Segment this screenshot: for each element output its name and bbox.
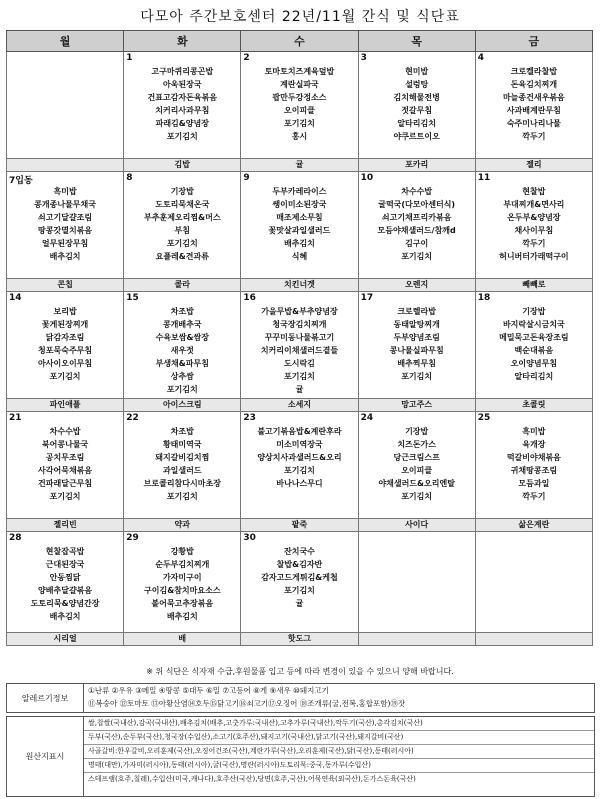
week-row — [7, 412, 593, 532]
menu-item: 아욱된장국 — [162, 80, 202, 89]
snack-item — [359, 632, 475, 645]
snack-item: 사이다 — [359, 518, 475, 531]
day-menu — [359, 172, 475, 278]
snack-item: 빼빼로 — [476, 278, 592, 291]
menu-item: 크로렐라밥 — [397, 307, 436, 316]
menu-items — [241, 532, 357, 610]
menu-item: 청국장김치찌개 — [272, 320, 327, 329]
menu-item: 양상치사과샐러드&오리 — [257, 453, 342, 462]
menu-item: 양배추달걀볶음 — [38, 586, 93, 595]
menu-items — [359, 292, 475, 383]
menu-item: 강황밥 — [170, 547, 194, 556]
menu-item: 포기김치 — [284, 119, 315, 128]
day-date: 18 — [477, 293, 491, 303]
menu-item: 육개장 — [522, 440, 546, 449]
day-menu — [359, 292, 475, 398]
menu-item: 동태알탕찌개 — [393, 320, 440, 329]
day-menu — [7, 52, 123, 158]
day-menu — [359, 532, 475, 632]
menu-item: 볼어묵고추장볶음 — [151, 599, 214, 608]
menu-item: 알타리김치 — [514, 372, 554, 381]
menu-item: 상추쌈 — [170, 372, 194, 381]
menu-item: 콩나물실파무침 — [389, 346, 444, 355]
menu-item: 불고기볶음밥&계란후라 — [257, 427, 342, 436]
menu-item: 청포묵숙주무침 — [38, 346, 93, 355]
menu-item: 바나나스무디 — [276, 479, 323, 488]
menu-items — [359, 52, 475, 143]
snack-item: 오렌지 — [359, 278, 475, 291]
menu-item: 부침 — [174, 226, 191, 235]
menu-item: 사과배계란무침 — [506, 106, 561, 115]
menu-item: 굴떡국(다모아센터식) — [378, 200, 456, 209]
day-date: 21 — [9, 413, 22, 423]
menu-item: 김구이 — [405, 239, 429, 248]
week-row — [7, 532, 593, 646]
origin-line: 쌀,찹쌀(국내산),감곡(국내산),배추김치(배추,고춧가루:국내산),고추가루(국내산),깍두기(국산),총각김치(국산) — [84, 717, 594, 731]
menu-item: 도토리묵채온국 — [155, 200, 210, 209]
day-date: 29 — [126, 533, 139, 543]
menu-item: 얼무된장무침 — [41, 239, 89, 248]
menu-item: 치커리사과무침 — [155, 106, 210, 115]
day-cell — [475, 172, 592, 292]
snack-item: 콘칩 — [7, 278, 123, 291]
day-menu — [476, 172, 592, 278]
menu-items — [124, 412, 240, 503]
menu-table — [6, 30, 593, 646]
day-date: 11 — [477, 173, 491, 183]
menu-item: 야쿠르트이오 — [393, 132, 440, 141]
day-menu — [7, 412, 123, 518]
day-cell — [241, 412, 358, 532]
menu-item: 수육보쌈&쌈장 — [155, 333, 209, 342]
week-row — [7, 292, 593, 412]
menu-item: 찰밥&김자반 — [276, 560, 323, 569]
menu-item: 파래김&양념장 — [155, 119, 209, 128]
weekday-header: 월 — [7, 31, 124, 52]
day-menu — [359, 412, 475, 518]
menu-item: 근대된장국 — [45, 560, 85, 569]
menu-item: 북어콩나물국 — [41, 440, 89, 449]
menu-item: 식혜 — [291, 252, 308, 261]
origin-label: 원산지표시 — [7, 717, 84, 796]
day-cell — [475, 52, 592, 172]
day-date: 9 — [243, 173, 250, 183]
day-date: 16 — [243, 293, 256, 303]
day-cell — [241, 532, 358, 646]
day-date: 4 — [477, 53, 485, 63]
menu-item: 콩개종나물무채국 — [34, 200, 96, 209]
menu-item: 포기김치 — [401, 492, 433, 501]
menu-item: 요플레&견과류 — [155, 252, 209, 261]
menu-item: 포기김치 — [284, 372, 315, 381]
menu-item: 포기김치 — [284, 586, 315, 595]
menu-item: 쇠고기달걀조림 — [38, 213, 93, 222]
snack-item: 아이스크림 — [124, 398, 240, 411]
allergy-lines — [84, 684, 594, 712]
menu-item: 순두부김치찌개 — [155, 560, 210, 569]
menu-item: 차조밥 — [170, 427, 194, 436]
menu-item: 닭감자조림 — [45, 333, 85, 342]
allergy-info-box — [6, 683, 595, 713]
day-menu — [124, 532, 240, 632]
menu-item: 젓갈무침 — [401, 106, 433, 115]
origin-lines — [84, 717, 594, 796]
origin-line: 사골갈비:한우갈비,오리훈제(국산),오징어건조(국산),계란가루(국산),오리훈제(국산),닭(국산),동태(러시아) — [84, 745, 594, 759]
menu-item: 모듬야채샐러드/참깨d — [377, 226, 456, 235]
day-date: 17 — [360, 293, 374, 303]
day-date: 15 — [126, 293, 139, 303]
menu-item: 아사이오이무침 — [38, 359, 93, 368]
day-menu — [241, 292, 357, 398]
snack-item: 삶은계란 — [476, 518, 592, 531]
day-menu — [7, 292, 123, 398]
menu-item: 황태미역국 — [162, 440, 202, 449]
menu-item: 오이양념무침 — [510, 359, 558, 368]
day-menu — [124, 52, 240, 158]
snack-item: 젤리빈 — [7, 518, 123, 531]
snack-item — [476, 632, 592, 645]
allergy-line: ①난류 ②우유 ③메밀 ④땅콩 ⑤대두 ⑥밀 ⑦고등어 ⑧게 ⑨새우 ⑩돼지고기 — [88, 686, 329, 695]
day-cell — [124, 412, 241, 532]
menu-item: 꽃게된장찌개 — [41, 320, 89, 329]
menu-items — [124, 292, 240, 396]
menu-item: 감자고드게튀김&케첩 — [261, 573, 338, 582]
day-cell — [241, 52, 358, 172]
day-cell — [475, 292, 592, 412]
menu-items — [476, 532, 592, 545]
menu-item: 메밀묵고돈육장조림 — [499, 333, 569, 342]
menu-item: 가을무밥&부추양념장 — [261, 307, 338, 316]
menu-item: 토마토치즈계육덮밥 — [264, 67, 335, 76]
menu-item: 현찰잡곡밥 — [45, 547, 85, 556]
menu-item: 미소미역장국 — [276, 440, 323, 449]
snack-item: 약과 — [124, 518, 240, 531]
menu-item: 채사이무침 — [514, 226, 554, 235]
day-date: 30 — [243, 533, 256, 543]
menu-item: 보리밥 — [53, 307, 77, 316]
menu-item: 허니버터가래떡구이 — [499, 252, 569, 261]
day-cell — [7, 172, 124, 292]
menu-item: 포기김치 — [284, 466, 315, 475]
menu-item: 기장밥 — [405, 427, 429, 436]
menu-item: 야채샐러드&오리엔탈 — [378, 479, 455, 488]
menu-item: 깍두기 — [522, 132, 546, 141]
menu-item: 건파래달근무침 — [38, 479, 93, 488]
menu-items — [476, 292, 592, 383]
menu-item: 공치무조림 — [45, 453, 85, 462]
menu-items — [476, 172, 592, 263]
menu-item: 쌩이미소된장국 — [272, 200, 327, 209]
day-menu — [124, 172, 240, 278]
menu-item: 치즈돈가스 — [397, 440, 436, 449]
menu-item: 브로콜리참다시마초장 — [143, 479, 221, 488]
day-cell — [358, 52, 475, 172]
menu-item: 포기김치 — [166, 132, 198, 141]
menu-item: 흑미밥 — [53, 187, 77, 196]
menu-item: 돼지갈비김치찜 — [155, 453, 210, 462]
allergy-line: ⑪복숭아 ⑫토마토 ⑬아황산염⑭호두⑮닭고기⑯쇠고기⑰오징어 ⑱조개류(굴,전복,홍합포함)⑲잣 — [88, 699, 406, 708]
day-cell — [124, 52, 241, 172]
menu-item: 알타리김치 — [397, 119, 436, 128]
menu-item: 포기김치 — [401, 252, 433, 261]
snack-item: 초콜릿 — [476, 398, 592, 411]
menu-item: 포기김치 — [49, 492, 81, 501]
snack-item: 귤 — [241, 158, 357, 171]
page-title: 다모아 주간보호센터 22년/11월 간식 및 식단표 — [140, 9, 460, 25]
day-cell — [241, 172, 358, 292]
day-menu — [476, 52, 592, 158]
day-menu — [124, 292, 240, 398]
week-row — [7, 52, 593, 172]
day-menu — [241, 412, 357, 518]
menu-item: 배추김치 — [49, 252, 81, 261]
menu-item: 구이김&참치마요소스 — [144, 586, 221, 595]
menu-item: 꾸꾸미동나물볶고기 — [264, 333, 335, 342]
menu-item: 가자미구이 — [162, 573, 202, 582]
day-date: 22 — [126, 413, 139, 423]
day-menu — [124, 412, 240, 518]
day-menu — [359, 52, 475, 158]
menu-items — [7, 412, 123, 503]
day-cell — [7, 412, 124, 532]
menu-item: 고구마퀴리콩곤밥 — [151, 67, 214, 76]
menu-item: 포기김치 — [166, 239, 198, 248]
menu-item: 오이피클 — [401, 466, 433, 475]
menu-item: 잔치국수 — [284, 547, 315, 556]
menu-items — [476, 412, 592, 503]
menu-item: 바지락살시금치국 — [502, 320, 565, 329]
snack-item: 파인애플 — [7, 398, 123, 411]
menu-items — [476, 52, 592, 143]
menu-items — [241, 52, 357, 143]
menu-items — [241, 292, 357, 396]
origin-line: 스테프램(호주,칠레),수입산(미국,캐나다),호주산(국산),당면(호주,국산),어묵연육(외국산),돈가스돈육(국산) — [88, 775, 416, 783]
weekday-header: 수 — [241, 31, 358, 52]
day-menu — [7, 172, 123, 278]
day-menu — [7, 532, 123, 632]
menu-items — [241, 412, 357, 490]
menu-item: 쇠고기채프리카볶음 — [381, 213, 452, 222]
snack-item: 소세지 — [241, 398, 357, 411]
weekday-header: 화 — [124, 31, 241, 52]
day-cell — [124, 532, 241, 646]
menu-item: 설렁탕 — [405, 80, 429, 89]
week-row — [7, 172, 593, 292]
snack-item: 망고주스 — [359, 398, 475, 411]
snack-item — [7, 158, 123, 171]
menu-items — [124, 52, 240, 143]
snack-item: 시리얼 — [7, 632, 123, 645]
day-menu — [241, 172, 357, 278]
menu-item: 현미밥 — [405, 67, 429, 76]
menu-item: 도토리묵&양념간장 — [30, 599, 100, 608]
snack-item: 젤리 — [476, 158, 592, 171]
menu-item: 포기김치 — [401, 372, 433, 381]
menu-item: 차수수밥 — [49, 427, 81, 436]
day-cell — [358, 532, 475, 646]
menu-items — [7, 532, 123, 623]
day-cell — [358, 412, 475, 532]
snack-item: 콜라 — [124, 278, 240, 291]
menu-item: 포기김치 — [166, 492, 198, 501]
origin-line: 두부(국산),순두부(국산),청국장(수입산),소고기(호주산),돼지고기(국내산),닭고기(국산),돼지갈비(국산) — [84, 731, 594, 745]
day-menu — [476, 412, 592, 518]
menu-item: 흑미밥 — [522, 427, 546, 436]
day-cell — [475, 412, 592, 532]
menu-item: 계란실파국 — [280, 80, 319, 89]
day-cell — [358, 292, 475, 412]
day-date: 7입동 — [9, 176, 33, 186]
menu-items — [359, 532, 475, 545]
snack-item: 포카리 — [359, 158, 475, 171]
menu-items — [359, 172, 475, 263]
menu-item: 건표고감자돈육볶음 — [147, 93, 218, 102]
day-menu — [476, 292, 592, 398]
menu-item: 새우젓 — [170, 346, 194, 355]
day-date: 2 — [243, 53, 250, 63]
menu-item: 배추찍무침 — [397, 359, 436, 368]
menu-item: 차수수밥 — [401, 187, 433, 196]
day-cell — [358, 172, 475, 292]
menu-item: 온두부&양념장 — [507, 213, 561, 222]
menu-item: 기장밥 — [522, 307, 546, 316]
day-menu — [241, 532, 357, 632]
menu-item: 부대찌개&면사리 — [503, 200, 565, 209]
day-date: 28 — [9, 533, 22, 543]
menu-item: 부추훈제오리찜&머스 — [144, 213, 221, 222]
day-date: 8 — [126, 173, 133, 183]
day-date: 3 — [360, 53, 367, 63]
menu-item: 떡갈비야채볶음 — [506, 453, 561, 462]
menu-item: 배추김치 — [49, 612, 81, 621]
day-cell — [7, 52, 124, 172]
origin-info-box — [6, 716, 595, 797]
menu-item: 돈육김치찌개 — [510, 80, 558, 89]
menu-item: 두부카레라이스 — [272, 187, 327, 196]
menu-item: 팝만두강정소스 — [272, 93, 327, 102]
menu-item: 콩개배추국 — [162, 320, 202, 329]
day-cell — [7, 532, 124, 646]
day-cell — [241, 292, 358, 412]
menu-item: 두부양념조림 — [393, 333, 440, 342]
menu-item: 과일샐러드 — [162, 466, 202, 475]
menu-item: 치커리이채샐러드곁들 — [260, 346, 339, 355]
menu-item: 마늘종건새우볶음 — [502, 93, 565, 102]
day-menu — [241, 52, 357, 158]
menu-item: 귀채땅콩조림 — [510, 466, 558, 475]
day-cell — [124, 292, 241, 412]
menu-item: 귤 — [295, 599, 304, 608]
menu-items — [124, 172, 240, 263]
day-date: 14 — [9, 293, 22, 303]
menu-item: 부생채&파무침 — [155, 359, 209, 368]
menu-item: 김치해물전병 — [393, 93, 440, 102]
snack-item: 핫도그 — [241, 632, 357, 645]
snack-item: 김밥 — [124, 158, 240, 171]
day-cell — [7, 292, 124, 412]
day-date: 10 — [360, 173, 374, 183]
menu-item: 깍두기 — [522, 492, 546, 501]
menu-items — [359, 412, 475, 503]
menu-item: 숙주미나리나물 — [506, 119, 561, 128]
weekday-header-row — [7, 31, 593, 52]
menu-item: 백순대볶음 — [514, 346, 554, 355]
snack-item: 팥죽 — [241, 518, 357, 531]
snack-item: 배 — [124, 632, 240, 645]
day-cell — [475, 532, 592, 646]
menu-item: 사각어묵채볶음 — [38, 466, 93, 475]
day-date: 23 — [243, 413, 256, 423]
menu-item: 차조밥 — [170, 307, 194, 316]
menu-item: 귤 — [295, 385, 304, 394]
menu-item: 매조제소무침 — [276, 213, 323, 222]
menu-item: 모듬과일 — [518, 479, 550, 488]
menu-item: 배추김치 — [284, 239, 315, 248]
menu-item: 당근크림스프 — [393, 453, 440, 462]
day-date: 25 — [477, 413, 491, 423]
notice-text: ※ 위 식단은 식자재 수급,후원물품 입고 등에 따라 변경이 있을 수 있으니 양해 바랍니다. — [146, 667, 454, 676]
menu-item: 안동찜닭 — [49, 573, 81, 582]
menu-item: 꽃맛살과일샐러드 — [268, 226, 331, 235]
menu-items — [7, 52, 123, 65]
allergy-label: 알레르기정보 — [7, 684, 84, 712]
menu-item: 배추김치 — [166, 612, 198, 621]
weekday-header: 목 — [358, 31, 475, 52]
menu-item: 깍두기 — [522, 239, 546, 248]
day-menu — [476, 532, 592, 632]
menu-items — [7, 292, 123, 383]
menu-item: 도시락김 — [284, 359, 315, 368]
menu-item: 포기김치 — [49, 372, 81, 381]
menu-item: 땅콩갓멸치볶음 — [38, 226, 93, 235]
day-date: 1 — [126, 53, 133, 63]
origin-line: 명태(대만),가자미(러시아),동태(러시아),굴(국산),명란(러시아)도토리묵:중국,동가루(수입산) — [84, 759, 594, 773]
weekday-header: 금 — [475, 31, 592, 52]
menu-item: 현찰밥 — [522, 187, 546, 196]
menu-item: 크로켈라찰밥 — [510, 67, 558, 76]
menu-items — [241, 172, 357, 263]
menu-item: 오이피클 — [284, 106, 315, 115]
menu-item: 홍시 — [291, 132, 308, 141]
menu-items — [124, 532, 240, 623]
day-date: 24 — [360, 413, 374, 423]
menu-item: 포기김치 — [166, 385, 198, 394]
snack-item: 치킨너겟 — [241, 278, 357, 291]
day-cell — [124, 172, 241, 292]
menu-item: 기장밥 — [170, 187, 194, 196]
